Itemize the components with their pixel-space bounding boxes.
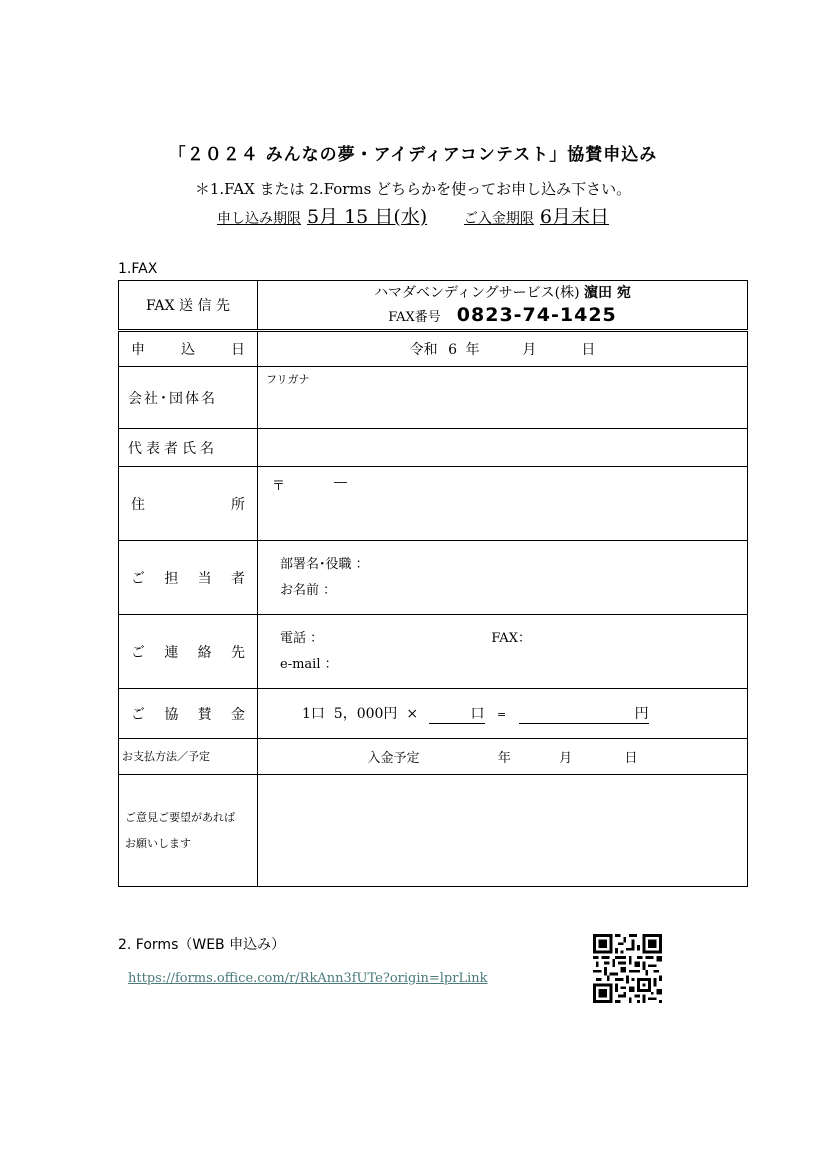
application-deadline [217,202,427,229]
fax-dest-value [258,281,748,331]
instruction-note: ＊1.FAX または 2.Forms どちらかを使ってお申し込み下さい。 [194,180,632,198]
contact-person-c1: ご [131,570,145,587]
apply-date-label-c2: 込 [181,342,195,358]
contact-person-label [119,541,258,615]
row-apply-date [119,331,748,367]
fax-company: ハマダベンディングサービス(株) [374,284,580,301]
fax-field-label: FAX： [491,630,531,646]
payment-plan: 入金予定 [367,751,420,766]
row-payment [119,739,748,775]
sponsorship-label [119,689,258,739]
sponsor-c3: 賛 [197,706,212,723]
fax-person: 濵田 宛 [584,284,631,301]
payment-day: 日 [624,751,638,766]
fax-form [118,280,748,887]
row-contact-person [119,541,748,615]
row-fax-dest [119,281,748,331]
email-label: e-mail ： [280,656,338,672]
sponsor-c4: 金 [230,706,245,723]
contact-c1: ご [131,644,145,661]
company-label [119,367,258,429]
postal-mark: 〒 [272,479,286,494]
sponsor-c2: 協 [164,706,179,723]
row-contact [119,615,748,689]
comments-field[interactable] [258,775,748,887]
comments-label-line2: お願いします [125,836,191,850]
section1-title: 1.FAX [118,261,158,277]
date-year-number: 6 [448,342,458,358]
contact-person-c4: 者 [230,570,245,587]
contact-person-field[interactable] [258,541,748,615]
equals-sign: = [496,708,507,721]
contact-person-c3: 当 [197,570,212,587]
name-line [258,578,747,604]
contact-label [119,615,258,689]
contact-person-c2: 担 [164,570,179,587]
page-title: 「２０２４ みんなの夢・アイディアコンテスト」協賛申込み [168,145,658,165]
name-label: お名前 ： [280,582,337,598]
representative-label [119,429,258,467]
row-address [119,467,748,541]
sponsorship-field[interactable] [258,689,748,739]
representative-label-text: 代表者氏名 [128,440,218,457]
fax-dest-label: FAX 送 信 先 [119,281,258,331]
unit-yen: 円 [634,706,649,722]
email-line [258,652,747,678]
fax-number: 0823-74-1425 [456,303,617,326]
units-blank[interactable] [429,703,485,724]
payment-deadline-label: ご入金期限 [463,211,534,227]
date-month: 月 [522,342,537,358]
date-era: 令和 [409,342,438,358]
address-label [119,467,258,541]
application-deadline-value: 5月 15 日(水) [306,206,428,228]
contact-c3: 絡 [197,644,212,661]
payment-deadline-value: 6月末日 [539,206,610,228]
address-label-c1: 住 [131,496,145,513]
sponsor-formula: 1口 5，000円 × [302,706,419,722]
company-field[interactable] [258,367,748,429]
payment-deadline [464,202,609,229]
application-deadline-label: 申し込み期限 [216,211,301,227]
dept-line [258,552,747,578]
qr-code-icon [593,934,662,1003]
payment-month: 月 [559,751,573,766]
sponsor-c1: ご [131,706,145,723]
contact-c4: 先 [230,644,245,661]
payment-year: 年 [497,751,511,766]
row-representative [119,429,748,467]
address-label-c2: 所 [231,496,245,513]
row-comments [119,775,748,887]
payment-label: お支払方法／予定 [119,739,258,775]
dept-label: 部署名･役職 ： [280,556,369,572]
furigana-label: フリガナ [266,373,310,386]
postal-dash: ― [334,475,347,490]
apply-date-field[interactable] [258,331,748,367]
apply-date-label [119,331,258,367]
apply-date-label-c1: 申 [131,342,145,358]
unit-kuchi: 口 [470,706,485,722]
address-field[interactable] [258,467,748,541]
comments-label-line1: ご意見ご要望があれば [125,810,235,824]
company-label-text: 会社･団体名 [128,390,217,407]
apply-date-label-c3: 日 [231,342,245,358]
row-company [119,367,748,429]
date-year: 年 [465,342,480,358]
deadlines [0,202,826,229]
contact-field[interactable] [258,615,748,689]
total-blank[interactable] [519,703,649,724]
forms-link[interactable]: https://forms.office.com/r/RkAnn3fUTe?origin=lprLink [128,971,488,986]
fax-recipient [258,282,747,304]
date-day: 日 [581,342,596,358]
comments-label [119,775,258,887]
phone-fax-line [258,626,747,652]
contact-c2: 連 [164,644,179,661]
forms-link-wrap [128,967,488,986]
section2-title: 2. Forms（WEB 申込み） [118,937,286,953]
payment-field[interactable] [258,739,748,775]
row-sponsorship [119,689,748,739]
fax-number-line [258,304,747,329]
fax-number-label: FAX番号 [388,309,441,325]
phone-label: 電話 ： [280,630,324,646]
representative-field[interactable] [258,429,748,467]
